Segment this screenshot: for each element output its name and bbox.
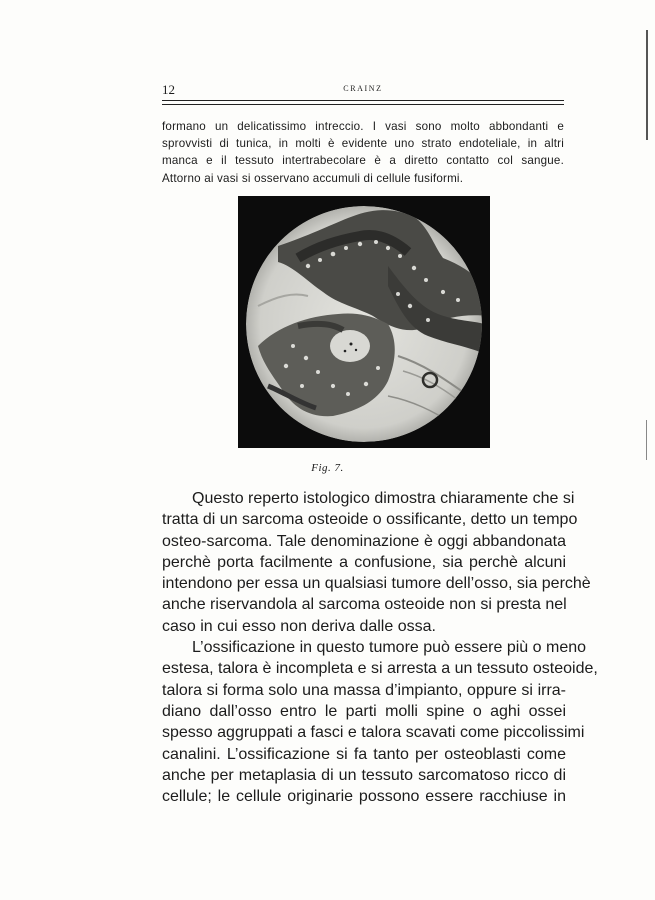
text-line: talora si forma solo una massa d’impianto, oppure si irra- <box>162 681 566 699</box>
header-rule <box>162 100 564 105</box>
figure-caption: Fig. 7. <box>311 462 344 474</box>
page-edge-line-lower <box>646 420 647 460</box>
text-line: formano un delicatissimo intreccio. I vasi sono molto abbondanti e <box>162 120 564 133</box>
text-line: osteo-sarcoma. Tale denominazione è oggi abbandonata <box>162 532 566 550</box>
text-line: diano dall’osso entro le parti molli spine o aghi ossei <box>162 702 566 720</box>
text-line: caso in cui esso non deriva dalle ossa. <box>162 617 436 635</box>
text-line: manca e il tessuto intertrabecolare è a diretto contatto col sangue. <box>162 154 564 168</box>
text-line: Attorno ai vasi si osservano accumuli di cellule fusiformi. <box>162 171 464 185</box>
text-line: spesso aggruppati a fasci e talora scavati come piccolissimi <box>162 724 585 742</box>
page-number: 12 <box>162 82 175 97</box>
text-line: anche per metaplasia di un tessuto sarcomatoso ricco di <box>162 766 566 784</box>
text-line: tratta di un sarcoma osteoide o ossificante, detto un tempo <box>162 511 578 529</box>
page-edge-line <box>646 30 648 140</box>
text-line: cellule; le cellule originarie possono essere racchiuse in <box>162 788 566 806</box>
running-head: CRAINZ <box>343 84 383 93</box>
micrograph-image <box>238 196 490 448</box>
text-line: anche riservandola al sarcoma osteoide non si presta nel <box>162 596 567 614</box>
text-line: sprovvisti di tunica, in molti è evidente uno strato endoteliale, in altri <box>162 137 564 151</box>
text-line: intendono per essa un qualsiasi tumore dell’osso, sia perchè <box>162 575 591 593</box>
micrograph-figure <box>238 196 490 448</box>
text-line: canalini. L’ossificazione si fa tanto per osteoblasti come <box>162 745 566 763</box>
intro-paragraph <box>162 118 564 187</box>
text-line: Questo reperto istologico dimostra chiaramente che si <box>192 490 575 507</box>
page-header <box>162 82 564 98</box>
text-line: L’ossificazione in questo tumore può essere più o meno <box>192 639 587 657</box>
text-line: estesa, talora è incompleta e si arresta a un tessuto osteoide, <box>162 660 598 678</box>
text-line: perchè porta facilmente a confusione, sia perchè alcuni <box>162 553 566 571</box>
body-paragraphs <box>162 488 598 807</box>
